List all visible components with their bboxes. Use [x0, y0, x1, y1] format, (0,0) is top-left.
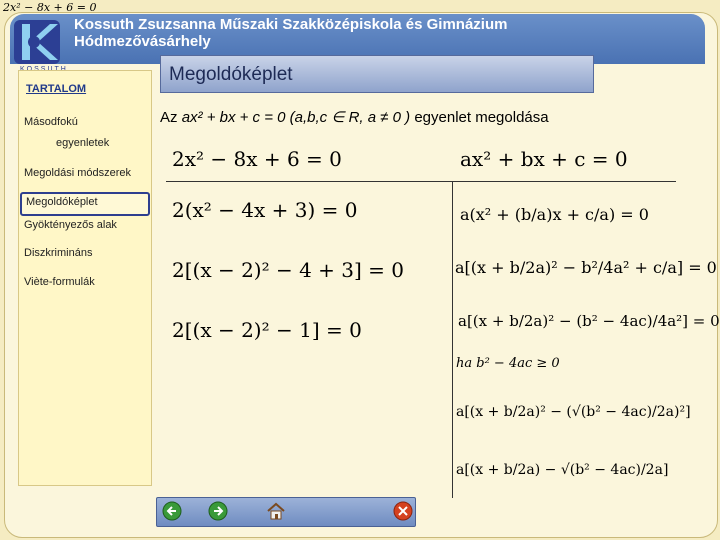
subtitle-formula: ax² + bx + c = 0 (a,b,c ∈ R, a ≠ 0 ) — [181, 109, 411, 126]
left-step-1: 2x² − 8x + 6 = 0 — [172, 147, 342, 171]
home-icon[interactable] — [266, 501, 286, 521]
right-step-7: a[(x + b/2a) − √(b² − 4ac)/2a] — [456, 462, 669, 478]
right-step-condition: ha b² − 4ac ≥ 0 — [456, 356, 560, 371]
sidebar-item-egyenletek[interactable]: egyenletek — [56, 137, 110, 149]
page-title: Megoldóképlet — [169, 64, 293, 85]
sidebar-item-masodfoku[interactable]: Másodfokú — [24, 116, 78, 128]
back-arrow-icon[interactable] — [162, 501, 182, 521]
sidebar-item-viete[interactable]: Viète-formulák — [24, 276, 95, 288]
left-step-2: 2(x² − 4x + 3) = 0 — [172, 198, 358, 222]
navigation-bar — [156, 497, 416, 527]
school-logo-icon — [12, 18, 62, 66]
top-formula: 2x² − 8x + 6 = 0 — [3, 1, 97, 14]
subtitle-prefix: Az — [160, 109, 182, 126]
subtitle — [160, 108, 549, 126]
page-title-bar — [160, 55, 594, 93]
right-step-1: ax² + bx + c = 0 — [460, 147, 628, 171]
right-step-4: a[(x + b/2a)² − (b² − 4ac)/4a²] = 0 — [458, 312, 720, 330]
sidebar-item-gyoktenyezos[interactable]: Gyöktényezős alak — [24, 219, 117, 231]
subtitle-suffix: egyenlet megoldása — [414, 109, 549, 126]
table-horizontal-rule — [166, 181, 676, 182]
left-step-4: 2[(x − 2)² − 1] = 0 — [172, 318, 362, 342]
sidebar-item-diszkriminans[interactable]: Diszkrimináns — [24, 247, 93, 259]
forward-arrow-icon[interactable] — [208, 501, 228, 521]
school-city: Hódmezővásárhely — [74, 33, 211, 50]
sidebar-item-megoldasi-modszerek[interactable]: Megoldási módszerek — [24, 167, 131, 179]
left-step-3: 2[(x − 2)² − 4 + 3] = 0 — [172, 258, 405, 282]
school-name: Kossuth Zsuzsanna Műszaki Szakközépiskola és Gimnázium — [74, 16, 508, 33]
sidebar-item-tartalom[interactable]: TARTALOM — [26, 83, 87, 95]
right-step-6: a[(x + b/2a)² − (√(b² − 4ac)/2a)²] — [456, 404, 691, 420]
close-icon[interactable] — [393, 501, 413, 521]
right-step-2: a(x² + (b/a)x + c/a) = 0 — [460, 205, 649, 224]
table-vertical-rule — [452, 181, 453, 498]
sidebar-item-megoldokeplet[interactable]: Megoldóképlet — [20, 192, 150, 216]
right-step-3: a[(x + b/2a)² − b²/4a² + c/a] = 0 — [455, 258, 717, 277]
